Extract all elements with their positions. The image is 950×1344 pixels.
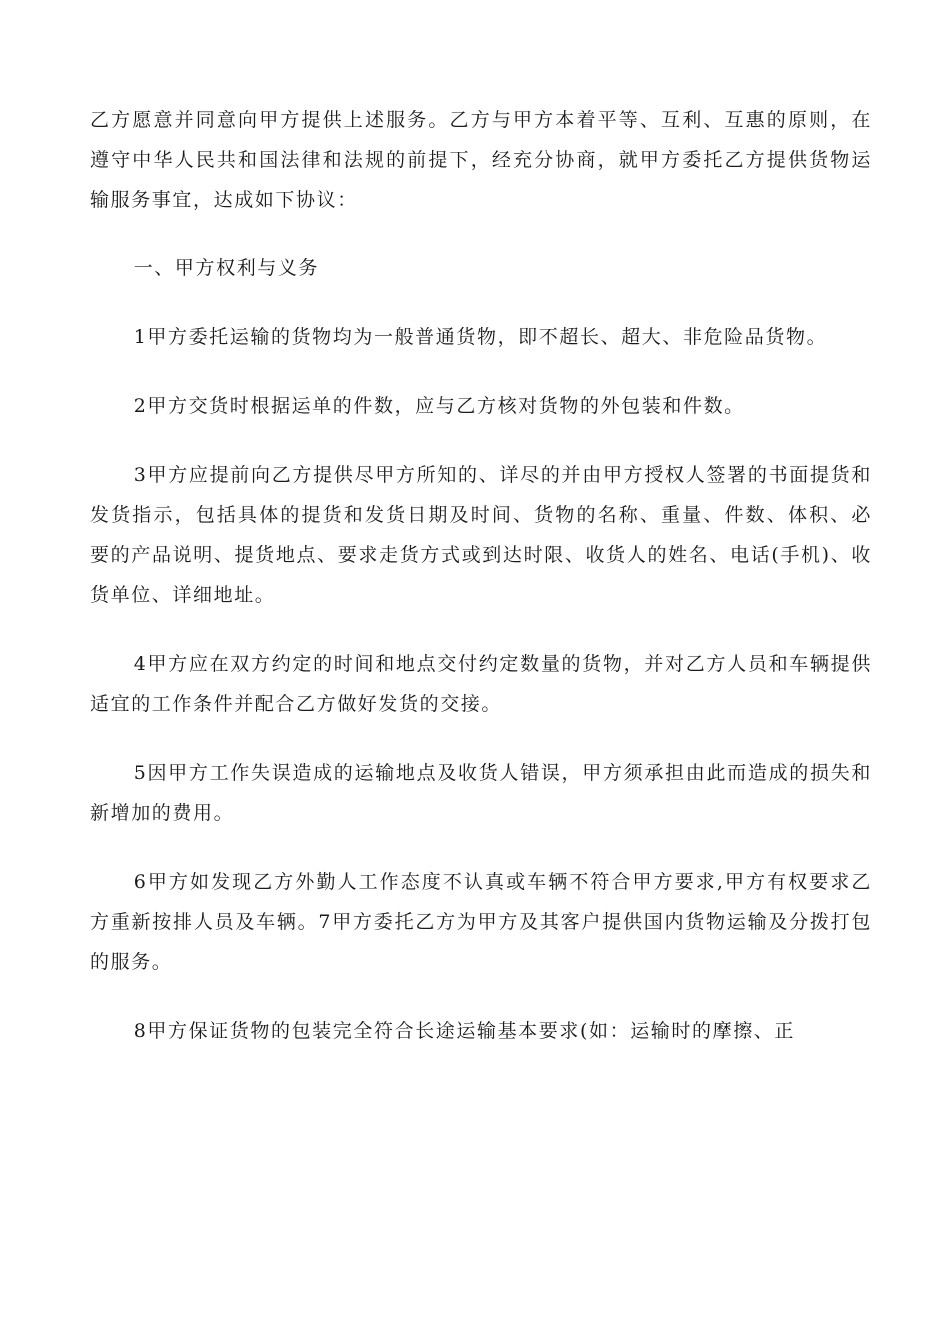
clause-1: 1甲方委托运输的货物均为一般普通货物，即不超长、超大、非危险品货物。 — [133, 326, 828, 348]
intro-paragraph: 乙方愿意并同意向甲方提供上述服务。乙方与甲方本着平等、互利、互惠的原则，在遵守中华人民共和国法律和法规的前提下，经充分协商，就甲方委托乙方提供货物运输服务事宜，达成如下协议： — [90, 109, 872, 211]
clause-5: 5因甲方工作失误造成的运输地点及收货人错误，甲方须承担由此而造成的损失和新增加的费用。 — [90, 762, 872, 824]
clause-3: 3甲方应提前向乙方提供尽甲方所知的、详尽的并由甲方授权人签署的书面提货和发货指示，包括具体的提货和发货日期及时间、货物的名称、重量、件数、体积、必要的产品说明、提货地点、要求走货方式或到达时限、收货人的姓名、电话(手机)、收货单位、详细地址。 — [90, 464, 872, 606]
clause-6-7: 6甲方如发现乙方外勤人工作态度不认真或车辆不符合甲方要求,甲方有权要求乙方重新按排人员及车辆。7甲方委托乙方为甲方及其客户提供国内货物运输及分拨打包的服务。 — [90, 871, 872, 973]
clause-4: 4甲方应在双方约定的时间和地点交付约定数量的货物，并对乙方人员和车辆提供适宜的工作条件并配合乙方做好发货的交接。 — [90, 653, 872, 715]
document-body — [90, 100, 872, 1080]
clause-2: 2甲方交货时根据运单的件数，应与乙方核对货物的外包装和件数。 — [133, 395, 745, 417]
clause-8: 8甲方保证货物的包装完全符合长途运输基本要求(如：运输时的摩擦、正 — [133, 1020, 795, 1042]
section-heading: 一、甲方权利与义务 — [133, 257, 320, 279]
